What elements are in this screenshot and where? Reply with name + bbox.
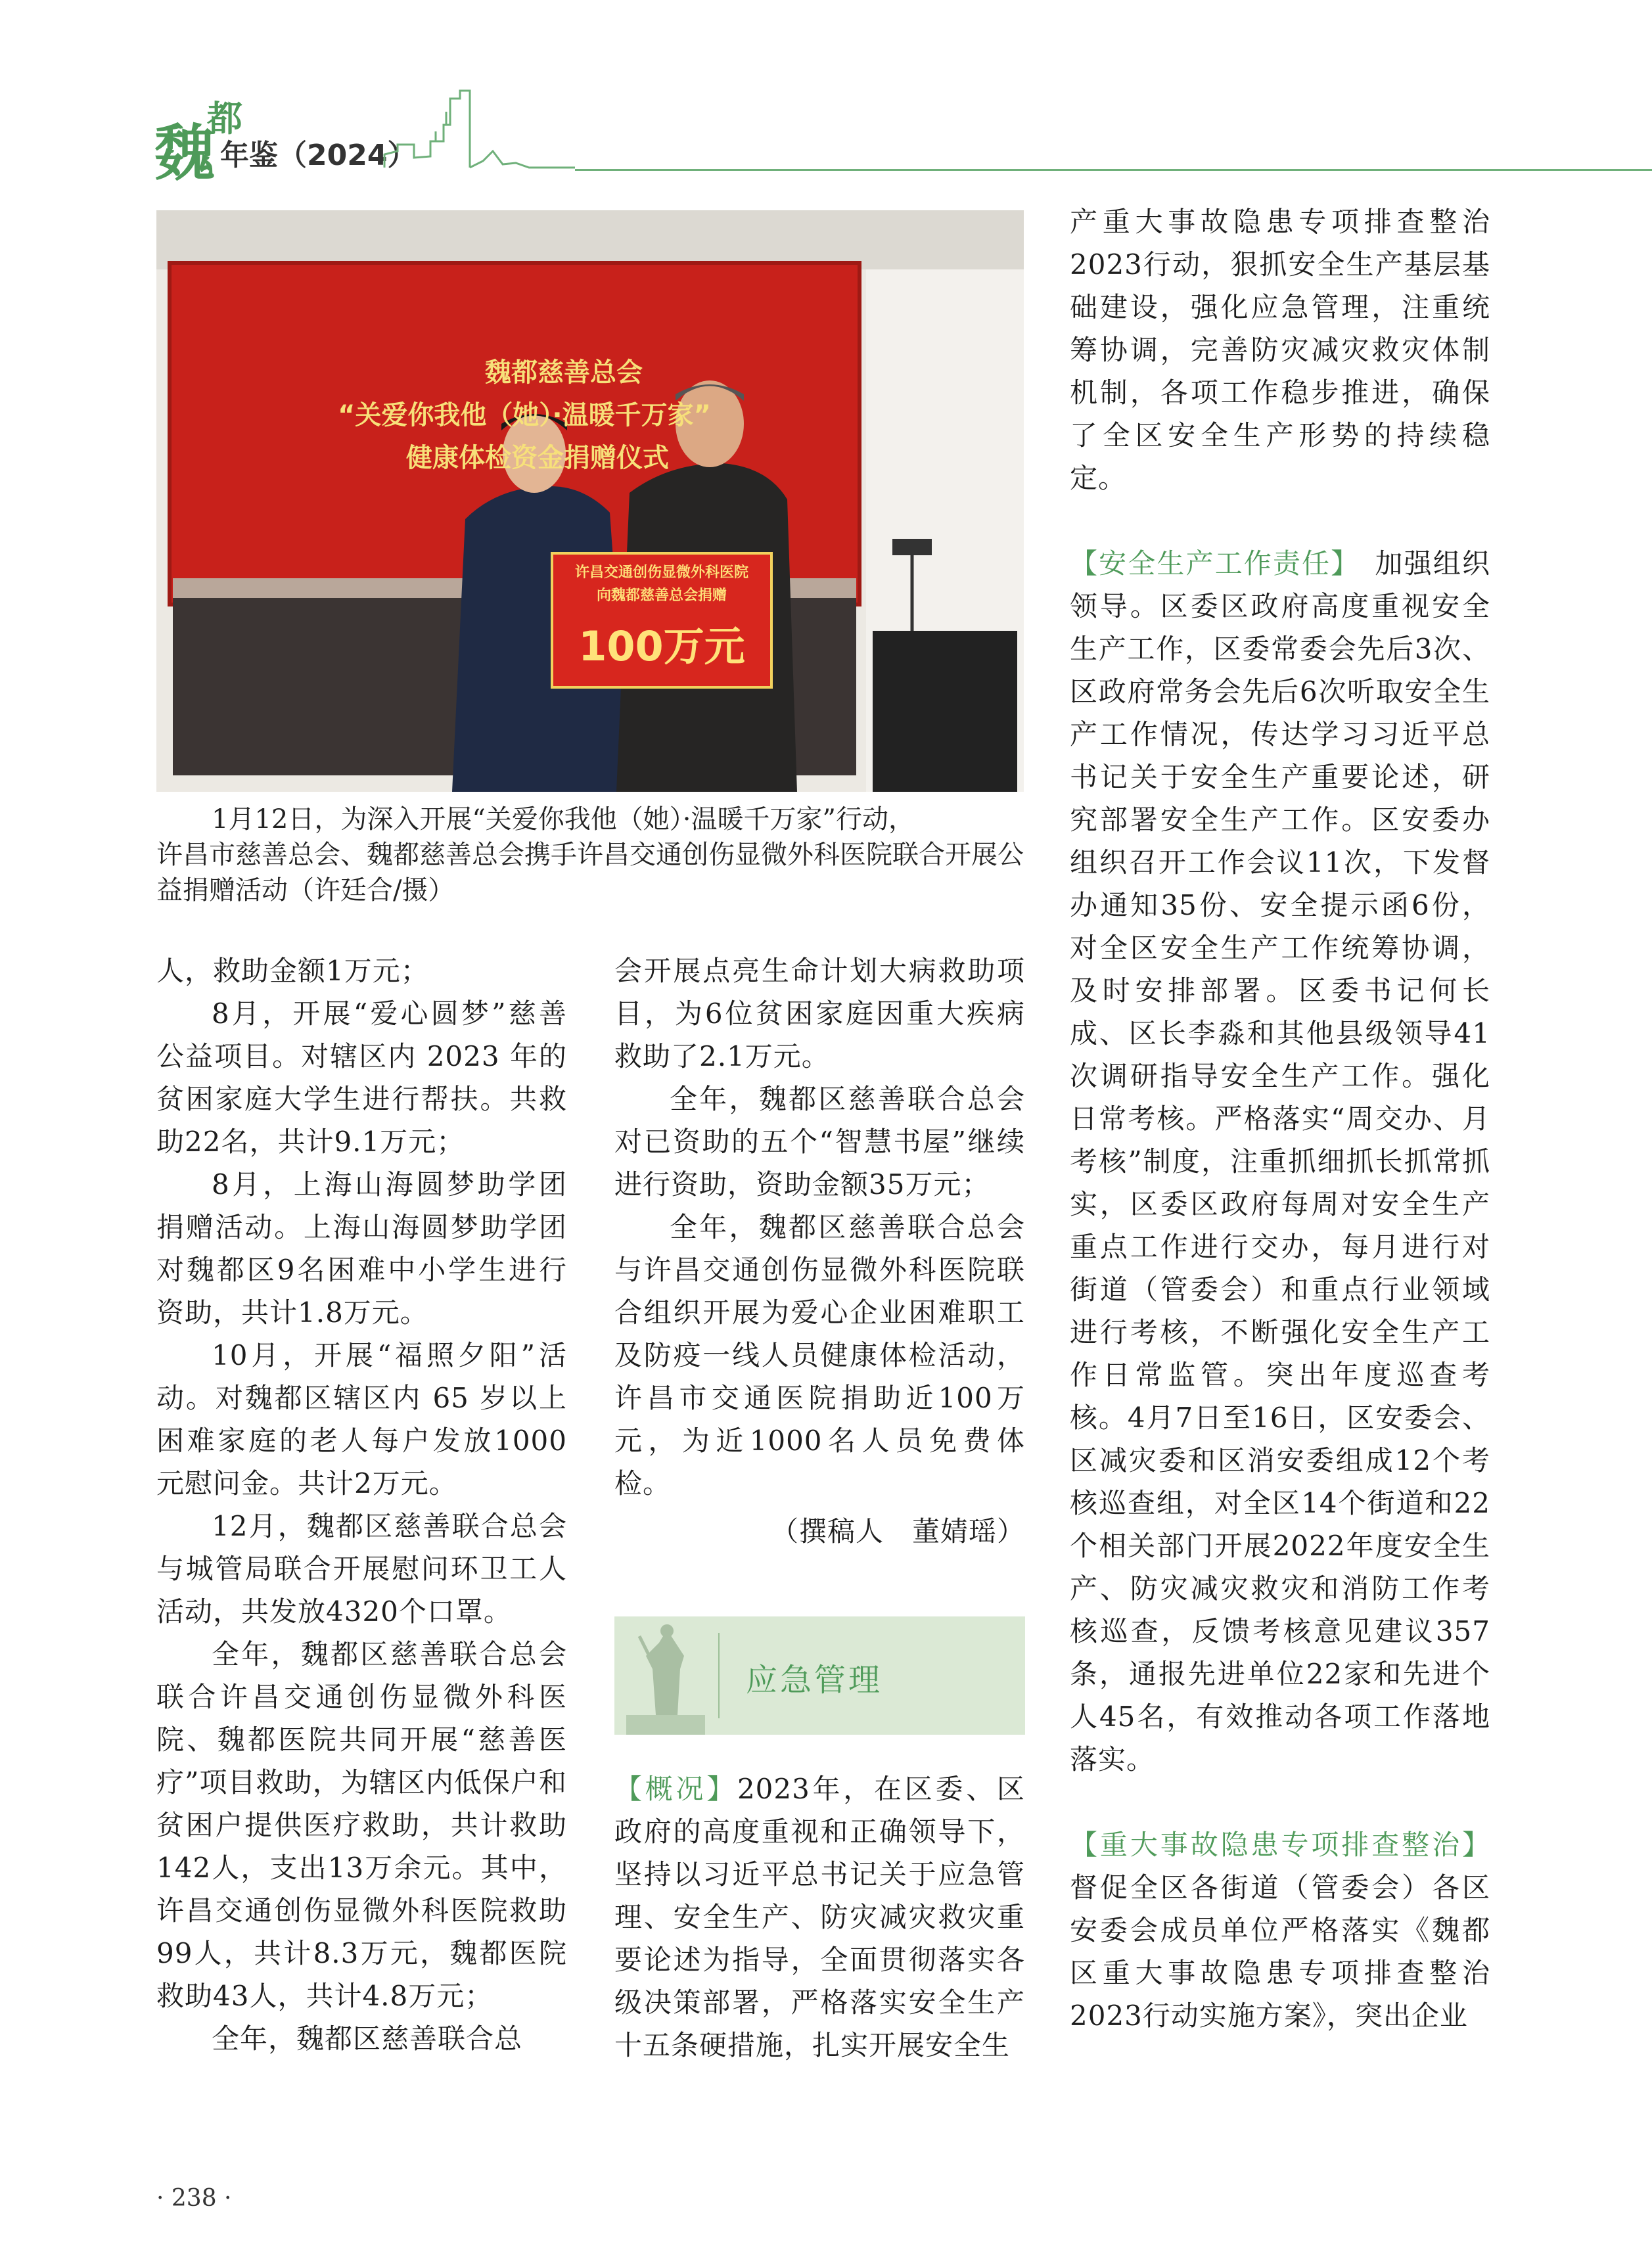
header-yearbook-title: 年鉴（2024） <box>220 139 417 172</box>
paragraph-text: 2023年，在区委、区政府的高度重视和正确领导下，坚持以习近平总书记关于应急管理、安全生产、防灾减灾救灾重要论述为指导，全面贯彻落实各级决策部署，严格落实安全生产十五条硬措施，扎实开展安全生 <box>614 1773 1025 2061</box>
event-photo <box>156 210 1024 792</box>
page-number: · 238 · <box>156 2185 232 2212</box>
donation-sign <box>551 552 773 689</box>
sign-amount: 100万元 <box>578 622 745 670</box>
paragraph: 12月，魏都区慈善联合总会与城管局联合开展慰问环卫工人活动，共发放4320个口罩。 <box>156 1510 567 1628</box>
section-header <box>614 1616 1025 1735</box>
skyline-icon <box>378 85 595 177</box>
statue-icon <box>620 1616 712 1735</box>
text-column-middle-lower <box>614 1768 1025 2067</box>
paragraph: 全年，魏都区慈善联合总 <box>212 2023 523 2055</box>
paragraph <box>614 1768 1025 2067</box>
paragraph <box>1070 1823 1490 2037</box>
header-logo-char-small: 都 <box>207 98 242 139</box>
paragraph-text: 督促全区各街道（管委会）各区安委会成员单位严格落实《魏都区重大事故隐患专项排查整治2023行动实施方案》，突出企业 <box>1070 1871 1490 2032</box>
paragraph-tag: 【重大事故隐患专项排查整治】 <box>1070 1829 1490 1861</box>
sign-line-1: 许昌交通创伤显微外科医院 <box>574 564 748 581</box>
paragraph: 8月，开展“爱心圆梦”慈善公益项目。对辖区内 2023 年的贫困家庭大学生进行帮扶。共救助22名，共计9.1万元； <box>156 997 567 1158</box>
banner-line-2: “关爱你我他（她）·温暖千万家” <box>338 400 711 430</box>
paragraph <box>1070 542 1490 1781</box>
text-column-middle <box>614 949 1025 1553</box>
paragraph: 10月，开展“福照夕阳”活动。对魏都区辖区内 65 岁以上困难家庭的老人每户发放1000元慰问金。共计2万元。 <box>156 1339 567 1499</box>
section-divider <box>718 1633 720 1718</box>
header-logo-char: 魏 <box>154 118 216 189</box>
paragraph: 8月，上海山海圆梦助学团捐赠活动。上海山海圆梦助学团对魏都区9名困难中小学生进行资助，共计1.8万元。 <box>156 1168 567 1329</box>
sign-line-2: 向魏都慈善总会捐赠 <box>596 587 727 604</box>
author-credit: （撰稿人 董婧瑶） <box>770 1515 1025 1547</box>
banner-line-3: 健康体检资金捐赠仪式 <box>406 443 669 473</box>
paragraph-tag: 【概况】 <box>614 1773 737 1805</box>
paragraph: 人，救助金额1万元； <box>156 955 429 987</box>
photo-caption <box>156 802 1024 908</box>
text-column-right <box>1070 200 1490 2037</box>
paragraph: 会开展点亮生命计划大病救助项目，为6位贫困家庭因重大疾病救助了2.1万元。 <box>614 955 1025 1072</box>
paragraph-tag: 【安全生产工作责任】 <box>1070 547 1346 580</box>
paragraph: 全年，魏都区慈善联合总会联合许昌交通创伤显微外科医院、魏都医院共同开展“慈善医疗”项目救助，为辖区内低保户和贫困户提供医疗救助，共计救助142人，支出13万余元。其中，许昌交通创伤显微外科医院救助99人，共计8.3万元，魏都医院救助43人，共计4.8万元； <box>156 1638 567 2012</box>
section-title: 应急管理 <box>746 1662 883 1699</box>
text-column-left <box>156 949 567 2060</box>
banner-line-1: 魏都慈善总会 <box>485 357 643 388</box>
paragraph-text: 加强组织领导。区委区政府高度重视安全生产工作，区委常委会先后3次、区政府常务会先后6次听取安全生产工作情况，传达学习习近平总书记关于安全生产重要论述，研究部署安全生产工作。区安委办组织召开工作会议11次，下发督办通知35份、安全提示函6份，对全区安全生产工作统筹协调，及时安排部署。区委书记何长成、区长李淼和其他县级领导41次调研指导安全生产工作。强化日常考核。严格落实“周交办、月考核”制度，注重抓细抓长抓常抓实，区委区政府每周对安全生产重点工作进行交办，每月进行对街道（管委会）和重点行业领域进行考核，不断强化安全生产工作日常监管。突出年度巡查考核。4月7日至16日，区安委会、区减灾委和区消安委组成12个考核巡查组，对全区14个街道和22个相关部门开展2022年度安全生产、防灾减灾救灾和消防工作考核巡查，反馈考核意见建议357条，通报先进单位22家和先进个人45名，有效推动各项工作落地落实。 <box>1070 547 1490 1775</box>
paragraph: 产重大事故隐患专项排查整治2023行动，狠抓安全生产基层基础建设，强化应急管理，注重统筹协调，完善防灾减灾救灾体制机制，各项工作稳步推进，确保了全区安全生产形势的持续稳定。 <box>1070 206 1490 494</box>
running-header <box>154 79 1652 189</box>
caption-line-1: 1月12日，为深入开展“关爱你我他（她）·温暖千万家”行动， <box>212 804 915 835</box>
paragraph: 全年，魏都区慈善联合总会与许昌交通创伤显微外科医院联合组织开展为爱心企业困难职工及防疫一线人员健康体检活动，许昌市交通医院捐助近100万元，为近1000名人员免费体检。 <box>614 1211 1025 1499</box>
paragraph: 全年，魏都区慈善联合总会对已资助的五个“智慧书屋”继续进行资助，资助金额35万元； <box>614 1083 1025 1201</box>
caption-line-2: 许昌市慈善总会、魏都慈善总会携手许昌交通创伤显微外科医院联合开展公益捐赠活动（许廷合/摄） <box>156 840 1024 905</box>
header-rule <box>575 169 1652 171</box>
